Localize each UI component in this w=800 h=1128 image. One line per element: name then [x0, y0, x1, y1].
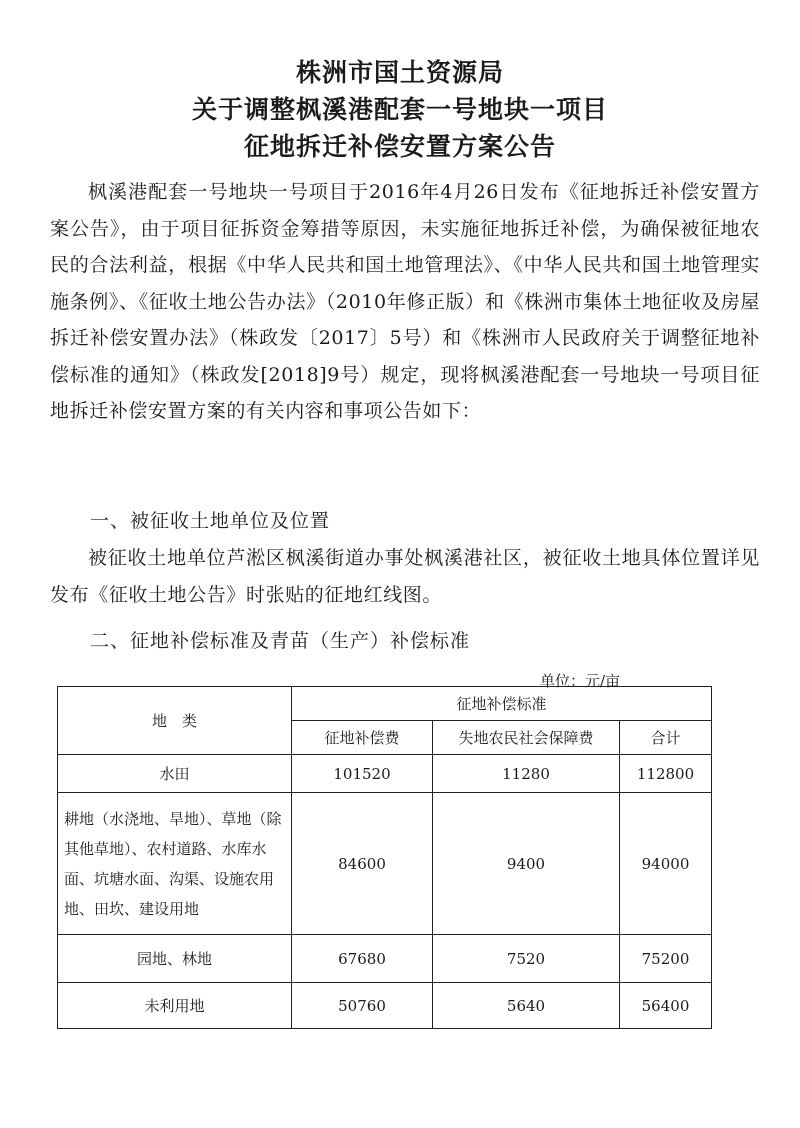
compensation-table	[57, 686, 712, 1029]
row-value: 75200	[620, 935, 712, 983]
table-row	[58, 755, 712, 793]
section1-paragraph: 被征收土地单位芦淞区枫溪街道办事处枫溪港社区，被征收土地具体位置详见发布《征收土地公告》时张贴的征地红线图。	[50, 547, 760, 606]
header-col-compensation: 征地补偿费	[292, 721, 433, 755]
document-title	[0, 54, 800, 165]
issuer-title: 株洲市国土资源局	[295, 58, 504, 87]
row-value: 67680	[292, 935, 433, 983]
unit-label: 单位：元/亩	[540, 672, 621, 690]
row-category: 耕地（水浇地、旱地）、草地（除其他草地）、农村道路、水库水面、坑塘水面、沟渠、设施农用地、田坎、建设用地	[58, 793, 292, 935]
row-value: 94000	[620, 793, 712, 935]
section1-block	[50, 540, 760, 613]
section1-heading: 一、被征收土地单位及位置	[90, 510, 331, 532]
row-value: 11280	[433, 755, 620, 793]
row-value: 7520	[433, 935, 620, 983]
notice-title-line-2: 征地拆迁补偿安置方案公告	[243, 132, 556, 161]
intro-paragraph: 枫溪港配套一号地块一号项目于2016年4月26日发布《征地拆迁补偿安置方案公告》，由于项目征拆资金筹措等原因，未实施征地拆迁补偿，为确保被征地农民的合法利益，根据《中华人民共和国土地管理法》、《中华人民共和国土地管理实施条例》、《征收土地公告办法》（2010年修正版）和《株洲市集体土地征收及房屋拆迁补偿安置办法》（株政发〔2017〕5号）和《株洲市人民政府关于调整征地补偿标准的通知》（株政发[2018]9号）规定，现将枫溪港配套一号地块一号项目征地拆迁补偿安置方案的有关内容和事项公告如下：	[50, 181, 760, 422]
row-value: 5640	[433, 983, 620, 1029]
header-category: 地 类	[58, 687, 292, 755]
row-value: 112800	[620, 755, 712, 793]
row-value: 50760	[292, 983, 433, 1029]
header-group: 征地补偿标准	[292, 687, 712, 721]
row-value: 84600	[292, 793, 433, 935]
notice-title-line: 关于调整枫溪港配套一号地块一项目	[191, 95, 608, 124]
header-col-total: 合计	[620, 721, 712, 755]
row-value: 56400	[620, 983, 712, 1029]
header-col-social-security: 失地农民社会保障费	[433, 721, 620, 755]
row-value: 9400	[433, 793, 620, 935]
table-header-row	[58, 687, 712, 721]
row-value: 101520	[292, 755, 433, 793]
table-row	[58, 793, 712, 935]
table-row	[58, 935, 712, 983]
table-row	[58, 983, 712, 1029]
row-category: 未利用地	[58, 983, 292, 1029]
row-category: 园地、林地	[58, 935, 292, 983]
intro-block	[50, 174, 760, 430]
section2-heading: 二、征地补偿标准及青苗（生产）补偿标准	[90, 630, 471, 652]
row-category: 水田	[58, 755, 292, 793]
